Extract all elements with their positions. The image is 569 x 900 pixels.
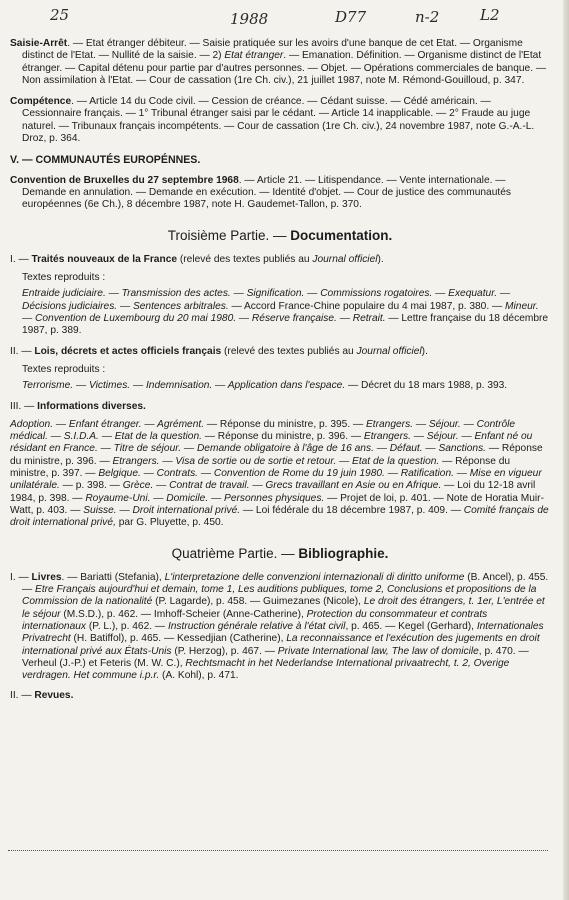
body-text: — Réponse du ministre, p. 395. — (204, 418, 366, 430)
bibliography-books (10, 572, 550, 683)
texts-label: Textes reproduits : (22, 363, 106, 375)
handwritten-annotations (40, 4, 549, 32)
body-text: (M.S.D.), p. 462. — Imhoff-Scheier (Anne-Catherine), (60, 608, 307, 620)
body-text: — Loi du 12-18 avril 1984, p. 398. — (10, 480, 536, 504)
body-text: — Loi fédérale du 18 décembre 1987, p. 409. — (240, 504, 464, 516)
subsection-note: (relevé des textes publiés au (221, 345, 357, 357)
subsection-title: Revues. (34, 690, 74, 702)
body-text: — Lettre française du 18 décembre 1987, p. 389. (22, 313, 549, 337)
subsection-heading (10, 401, 550, 413)
body-italic: Royaume-Uni. — Domicile. — Personnes physiques. (85, 492, 325, 504)
book-title: Le droit des étrangers, t. 1er, L'entrée et le séjour (22, 596, 545, 620)
book-title: La reconnaissance et l'exécution des jugements en droit international privé aux États-Unis (22, 633, 540, 657)
handwritten-note: 25 (50, 6, 70, 24)
subsection-title: Informations diverses. (37, 400, 146, 412)
book-title: Etre Français aujourd'hui et demain, tome 1, Les auditions publiques, tome 2, Conclusions et propositions de la Commission de la nationalité (22, 584, 537, 608)
subsection-number: I. — (10, 571, 32, 583)
book-title: Protection du consommateur et contrats internationaux (22, 608, 488, 632)
subsection-number: II. — (10, 345, 35, 357)
body-text: (P. L.), p. 462. — (86, 620, 168, 632)
dotted-rule (8, 850, 548, 851)
entry-term: Convention de Bruxelles du 27 septembre 1968 (10, 174, 239, 186)
subsection-heading-revues (10, 690, 550, 702)
body-text: — Projet de loi, p. 401. — Note de Horatia Muir-Watt, p. 403. — (10, 492, 544, 516)
body-text: par G. Pluyette, p. 450. (115, 517, 224, 529)
entry-term: Saisie-Arrêt (10, 38, 68, 49)
body-text: , p. 470. — Verheul (J.-P.) et Feteris (M. W. C.), (22, 645, 529, 669)
subsection-title: Traités nouveaux de la France (31, 253, 178, 265)
subsection-note-end: ). (421, 345, 428, 357)
entry-term: Compétence (10, 96, 72, 108)
part-title-documentation (10, 227, 550, 243)
part-prefix: Troisième Partie. — (167, 227, 291, 243)
entry-italic: Etat étranger (224, 50, 284, 62)
texts-label: Textes reproduits : (22, 272, 106, 284)
handwritten-note: L2 (480, 6, 500, 24)
body-text: — Réponse du ministre, p. 397. — (10, 455, 511, 480)
page-edge-shadow (563, 0, 569, 900)
body-text: (P. Lagarde), p. 458. — Guimezanes (Nicole), (152, 596, 364, 608)
body-text: — Réponse du ministre, p. 396. — (10, 443, 543, 467)
entry-convention-bruxelles (10, 175, 550, 212)
body-italic: Etrangers. — Séjour. — Enfant né ou résidant en France. — Titre de séjour. — Demande obligatoire à l'âge de 16 ans. — Défaut. — Sanctions. (10, 431, 533, 455)
body-text: , p. 465. — Kegel (Gerhard), (345, 620, 477, 632)
book-title: Internationales Privatrecht (22, 620, 544, 645)
part-name: Bibliographie. (298, 545, 389, 561)
subsection-note-end: ). (377, 253, 384, 265)
entry-text: . — Etat étranger débiteur. — Saisie pratiquée sur les avoirs d'une banque de cet Etat. — Organisme distinct de l'Etat. — Nullité de la saisie. — 2) (22, 38, 523, 62)
subsection-title: Lois, décrets et actes officiels français (34, 345, 222, 357)
body-text: (B. Ancel), p. 455. — (22, 571, 549, 596)
handwritten-note: 1988 (230, 10, 269, 28)
body-italic: Suisse. — Droit international privé. (83, 504, 241, 516)
part-name: Documentation. (290, 227, 393, 243)
subsection-journal: Journal officiel (356, 345, 422, 357)
subsection-journal: Journal officiel (312, 253, 378, 265)
subsection-body (10, 419, 550, 530)
body-italic: Grèce. — Contrat de travail. — Grecs travaillant en Asie ou en Afrique. (122, 480, 442, 492)
subsection-note: (relevé des textes publiés au (177, 253, 313, 265)
body-text: — p. 398. — (59, 480, 123, 492)
subsection-title: Livres (31, 571, 62, 583)
book-title: Instruction générale relative à l'état civil (167, 620, 346, 632)
body-text: (P. Herzog), p. 467. — (171, 645, 278, 657)
page-content (10, 38, 550, 709)
subsection-number: II. — (10, 690, 35, 702)
body-text: — Réponse du ministre, p. 396. — (201, 431, 364, 443)
entry-competence (10, 96, 550, 145)
book-title: Private International law, The law of domicile (277, 645, 479, 657)
subsection-number: III. — (10, 400, 38, 412)
entry-saisie-arret (10, 38, 550, 87)
subsection-number: I. — (10, 253, 32, 265)
entry-text: . — Article 21. — Litispendance. — Vente internationale. — Demande en annulation. — Demande en exécution. — Identité d'objet. — Cour de justice des communautés européennes (6e Ch.), 8 décembre 1987, note H. Gaudemet-Tallon, p. 370. (22, 174, 511, 211)
entry-text: . — Article 14 du Code civil. — Cession de créance. — Cédant suisse. — Cédé américain. — Cessionnaire français. — 1° Tribunal étranger saisi par le cédant. — Article 14 inapplicable. — 2° Fraude au juge naturel. — Tribunaux français incompétents. — Cour de cassation (1re Ch. civ.), 24 novembre 1987, note G.-A.-L. Droz, p. 364. (22, 96, 535, 145)
body-italic: Terrorisme. — Victimes. — Indemnisation. — Application dans l'espace. (22, 380, 346, 392)
book-title: Rechtsmacht in het Nederlandse International privaatrecht, t. 2, Overige verdragen. Het commune i.p.r. (22, 657, 510, 682)
body-text: (H. Batiffol), p. 465. — Kessedjian (Catherine), (70, 633, 287, 645)
body-italic: Mineur. — Convention de Luxembourg du 20 mai 1980. — Réserve française. — Retrait. (22, 300, 539, 325)
subsection-heading (10, 254, 550, 266)
body-italic: Etrangers. — Séjour. — Contrôle médical. — S.I.D.A. — Etat de la question. (10, 418, 516, 443)
entry-text: . — Emanation. Définition. — Organisme distinct de l'Etat étranger. — Capital détenu pour partie par d'autres personnes. — Objet. — Opérations commerciales de banque. — Non assimilation à l'Etat. — Cour de cassation (1re Ch. civ.), 21 juillet 1987, note M. Rémond-Gouilloud, p. 347. (22, 50, 547, 86)
body-italic: Entraide judiciaire. — Transmission des actes. — Signification. — Commissions rogatoires. — Exequatur. — Décisions judiciaires. — Sentences arbitrales. (22, 288, 511, 312)
part-prefix: Quatrième Partie. — (171, 545, 299, 561)
handwritten-note: D77 (335, 8, 367, 26)
body-italic: Belgique. — Contrats. — Convention de Rome du 19 juin 1980. — Ratification. — Mise en vigueur unilatérale. (10, 468, 542, 492)
body-text: (A. Kohl), p. 471. (159, 670, 239, 682)
body-italic: Etrangers. — Visa de sortie ou de sortie et retour. — Etat de la question. (112, 455, 440, 467)
handwritten-note: n-2 (415, 8, 440, 26)
body-text: — Décret du 18 mars 1988, p. 393. (345, 380, 508, 392)
body-text: — Accord France-Chine populaire du 4 mai 1987, p. 380. — (228, 300, 506, 312)
section-heading: V. — COMMUNAUTÉS EUROPÉNNES. (10, 154, 201, 167)
part-title-bibliographie (10, 545, 550, 561)
body-italic: Comité français de droit international privé, (10, 504, 549, 529)
subsection-body (10, 380, 550, 392)
subsection-heading (10, 346, 550, 358)
subsection-body (10, 288, 550, 337)
body-italic: Adoption. — Enfant étranger. — Agrément. (10, 418, 205, 430)
body-text: . — Bariatti (Stefania), (61, 571, 165, 583)
book-title: L'interpretazione delle convenzioni internazionali di diritto uniforme (164, 571, 465, 583)
